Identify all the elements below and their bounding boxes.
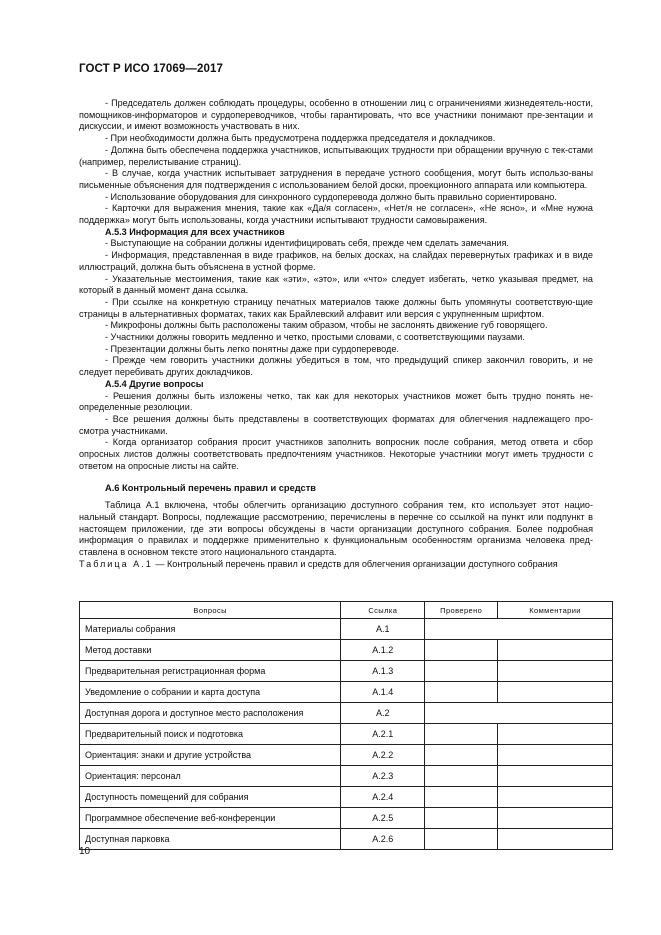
comments-cell — [498, 829, 613, 850]
section-heading-a53: А.5.3 Информация для всех участников — [105, 226, 285, 237]
question-cell: Уведомление о собрании и карта доступа — [80, 682, 341, 703]
reference-cell: А.2.2 — [341, 745, 425, 766]
paragraph: Таблица А.1 включена, чтобы облегчить организацию доступного собрания тем, кто использует этот нацио-нальный стандарт. Вопросы, подлежащие рассмотрению, перечислены в перечне со ссылкой на пункт или подпункт в настоящем приложении, где эти вопросы обсуждены в части организации доступного собрания. Более подробная информация о правилах и поддержке применительно к функциональным особенностям организма человека пред-ставлена в основном тексте этого национального стандарта. — [79, 500, 593, 558]
paragraph: - При необходимости должна быть предусмотрена поддержка председателя и докладчиков. — [105, 133, 496, 144]
reference-cell: А.1.4 — [341, 682, 425, 703]
reference-cell: А.2.1 — [341, 724, 425, 745]
checked-cell — [425, 829, 498, 850]
table-row — [80, 766, 613, 787]
paragraph: - Решения должны быть изложены четко, так как для некоторых участников может быть трудно понять не-определенные резолюции. — [79, 390, 593, 413]
paragraph: - Участники должны говорить медленно и четко, простыми словами, с соответствующими паузами. — [105, 332, 525, 343]
col-header-reference: Ссылка — [341, 602, 425, 619]
document-body — [79, 98, 593, 570]
checked-cell — [425, 661, 498, 682]
checked-cell — [425, 808, 498, 829]
question-cell: Предварительный поиск и подготовка — [80, 724, 341, 745]
reference-cell: А.2.4 — [341, 787, 425, 808]
reference-cell: А.1 — [341, 619, 425, 640]
checked-cell — [425, 640, 498, 661]
reference-cell: А.2 — [341, 703, 425, 724]
col-header-checked: Проверено — [425, 602, 498, 619]
comments-cell — [498, 808, 613, 829]
question-cell: Доступность помещений для собрания — [80, 787, 341, 808]
reference-cell: А.1.2 — [341, 640, 425, 661]
question-cell: Доступная парковка — [80, 829, 341, 850]
table-row — [80, 808, 613, 829]
paragraph: - При ссылке на конкретную страницу печатных материалов также должны быть упомянуты соответствую-щие страницы в альтернативных форматах, таких как Брайлевский алфавит или версия с укрупненным шрифтом. — [79, 296, 593, 319]
table-row — [80, 619, 613, 640]
table-row — [80, 724, 613, 745]
empty-merged-cell — [425, 703, 613, 724]
question-cell: Программное обеспечение веб-конференции — [80, 808, 341, 829]
col-header-questions: Вопросы — [80, 602, 341, 619]
checklist-table — [79, 601, 613, 850]
comments-cell — [498, 661, 613, 682]
question-cell: Предварительная регистрационная форма — [80, 661, 341, 682]
table-row — [80, 682, 613, 703]
checked-cell — [425, 787, 498, 808]
question-cell: Доступная дорога и доступное место расположения — [80, 703, 341, 724]
table-row — [80, 787, 613, 808]
table-row — [80, 829, 613, 850]
paragraph: - Председатель должен соблюдать процедуры, особенно в отношении лиц с ограничениями жизнедеятель-ности, помощников-информаторов и сурдопереводчиков, чтобы гарантировать, что все участники понимают пре-зентации и дискуссии, и имеют возможность участвовать в них. — [79, 98, 593, 132]
comments-cell — [498, 766, 613, 787]
reference-cell: А.1.3 — [341, 661, 425, 682]
paragraph: - Должна быть обеспечена поддержка участников, испытывающих трудности при обращении вручную с тек-стами (например, перелистывание страниц). — [79, 144, 593, 167]
table-row — [80, 745, 613, 766]
paragraph: - Использование оборудования для синхронного сурдоперевода должно быть правильно сориентировано. — [105, 191, 557, 202]
question-cell: Ориентация: персонал — [80, 766, 341, 787]
checked-cell — [425, 745, 498, 766]
reference-cell: А.2.3 — [341, 766, 425, 787]
table-row — [80, 703, 613, 724]
section-heading-a6: А.6 Контрольный перечень правил и средств — [105, 482, 316, 493]
comments-cell — [498, 724, 613, 745]
paragraph: - В случае, когда участник испытывает затруднения в передаче устного сообщения, могут быть использо-ваны письменные объяснения для подтверждения с использованием белой доски, проекционного аппарата или компьютера. — [79, 168, 593, 190]
paragraph: - Микрофоны должны быть расположены таким образом, чтобы не заслонять движение губ говорящего. — [105, 320, 548, 331]
table-caption — [79, 559, 593, 571]
comments-cell — [498, 745, 613, 766]
paragraph: - Информация, представленная в виде графиков, на белых досках, на слайдах перевернутых графиках и в виде иллюстраций, должна быть объяснена в устной форме. — [79, 250, 593, 272]
table-caption-label: Таблица А.1 — [79, 558, 153, 569]
table-header-row — [80, 602, 613, 619]
table-caption-text: — Контрольный перечень правил и средств для облегчения организации доступного собрания — [152, 558, 558, 569]
paragraph: - Выступающие на собрании должны идентифицировать себя, прежде чем сделать замечания. — [105, 238, 509, 249]
paragraph: - Прежде чем говорить участники должны убедиться в том, что предыдущий спикер закончил говорить, и не следует перебивать других докладчиков. — [79, 355, 593, 378]
reference-cell: А.2.5 — [341, 808, 425, 829]
paragraph: - Указательные местоимения, такие как «эти», «это», или «что» следует избегать, четко указывая предмет, на который в данный момент дана ссылка. — [79, 273, 593, 296]
question-cell: Материалы собрания — [80, 619, 341, 640]
table-row — [80, 640, 613, 661]
checked-cell — [425, 724, 498, 745]
checked-cell — [425, 766, 498, 787]
paragraph: - Карточки для выражения мнения, такие как «Да/я согласен», «Нет/я не согласен», «Не ясно», и «Мне нужна поддержка» могут быть использованы, когда участники испытывают трудности самовыражения. — [79, 203, 593, 226]
comments-cell — [498, 787, 613, 808]
paragraph: - Когда организатор собрания просит участников заполнить вопросник после собрания, метод ответа и сбор опросных листов должны соответствовать предпочтениям участников. Некоторые участники могут иметь трудности с ответом на опросные листы на сайте. — [79, 437, 593, 471]
reference-cell: А.2.6 — [341, 829, 425, 850]
question-cell: Ориентация: знаки и другие устройства — [80, 745, 341, 766]
paragraph: - Презентации должны быть легко понятны даже при сурдопереводе. — [105, 343, 399, 354]
table-row — [80, 661, 613, 682]
page-number: 10 — [79, 846, 91, 857]
paragraph: - Все решения должны быть представлены в соответствующих форматах для облегчения надлежащего про-смотра участниками. — [79, 413, 593, 436]
section-heading-a54: А.5.4 Другие вопросы — [105, 378, 204, 389]
col-header-comments: Комментарии — [498, 602, 613, 619]
document-header: ГОСТ Р ИСО 17069—2017 — [79, 63, 224, 75]
comments-cell — [498, 640, 613, 661]
empty-merged-cell — [425, 619, 613, 640]
question-cell: Метод доставки — [80, 640, 341, 661]
comments-cell — [498, 682, 613, 703]
checked-cell — [425, 682, 498, 703]
